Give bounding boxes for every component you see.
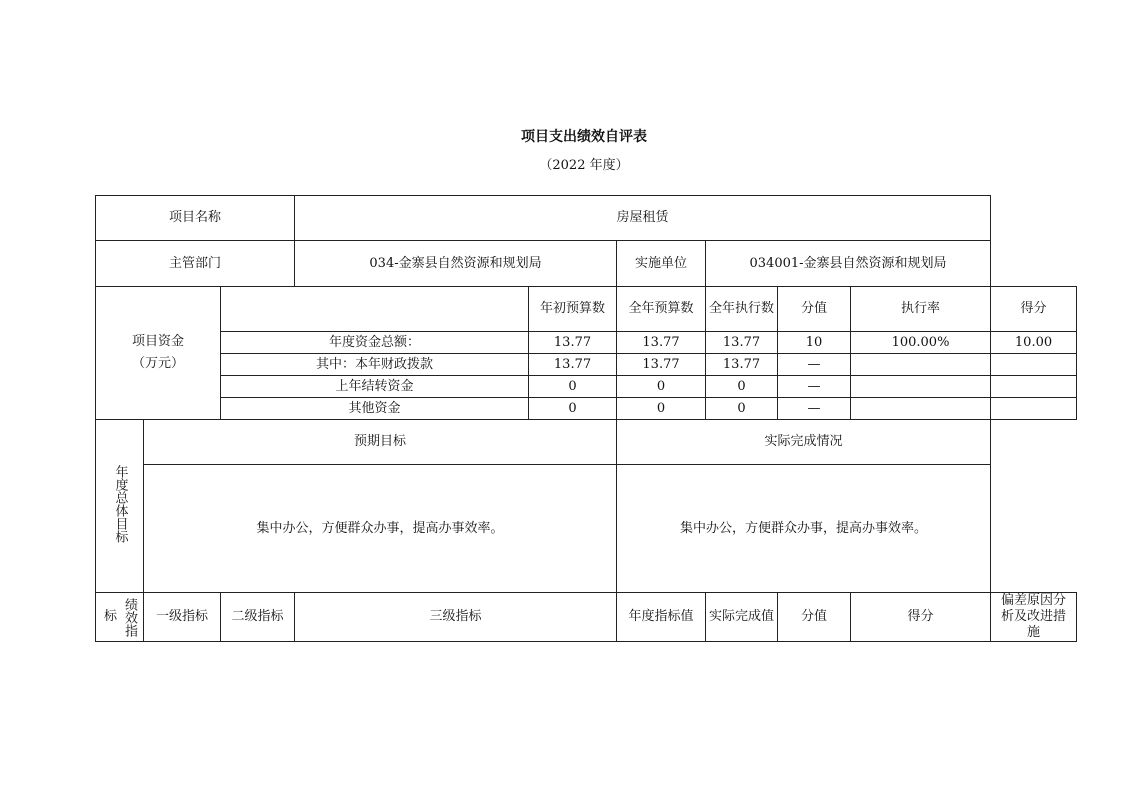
funds-label bbox=[96, 287, 221, 420]
goals-content-row bbox=[96, 465, 1077, 593]
indicator-header-level3: 三级指标 bbox=[295, 593, 617, 642]
indicators-side-label-b: 绩效指 bbox=[122, 597, 137, 637]
indicator-header-level2: 二级指标 bbox=[221, 593, 295, 642]
actual-completion-header: 实际完成情况 bbox=[617, 420, 991, 465]
funds-cell: 13.77 bbox=[617, 354, 706, 376]
document-title: 项目支出绩效自评表 bbox=[521, 129, 647, 145]
department-value: 034-金寨县自然资源和规划局 bbox=[295, 241, 617, 287]
funds-header-row bbox=[96, 287, 1077, 332]
funds-cell: 13.77 bbox=[529, 354, 617, 376]
funds-cell: 13.77 bbox=[529, 332, 617, 354]
funds-cell bbox=[991, 398, 1077, 420]
funds-cell: 0 bbox=[529, 398, 617, 420]
funds-header-blank bbox=[221, 287, 529, 332]
funds-cell: 13.77 bbox=[617, 332, 706, 354]
indicators-header-row bbox=[96, 593, 1077, 642]
funds-cell: 0 bbox=[617, 398, 706, 420]
funds-cell bbox=[991, 354, 1077, 376]
funds-header-cell: 执行率 bbox=[851, 287, 991, 332]
funds-cell bbox=[991, 376, 1077, 398]
funds-header-cell: 全年执行数 bbox=[706, 287, 778, 332]
funds-cell: 0 bbox=[529, 376, 617, 398]
funds-cell: 0 bbox=[706, 376, 778, 398]
indicator-header-annual-value: 年度指标值 bbox=[617, 593, 706, 642]
funds-cell bbox=[851, 376, 991, 398]
funds-cell: 0 bbox=[706, 398, 778, 420]
funds-row bbox=[96, 354, 1077, 376]
goals-side-label bbox=[96, 420, 144, 593]
funds-cell: — bbox=[778, 354, 851, 376]
funds-cell: 13.77 bbox=[706, 332, 778, 354]
funds-header-cell: 分值 bbox=[778, 287, 851, 332]
indicator-header-score: 得分 bbox=[851, 593, 991, 642]
funds-row bbox=[96, 398, 1077, 420]
funds-header-cell: 全年预算数 bbox=[617, 287, 706, 332]
department-label: 主管部门 bbox=[96, 241, 295, 287]
funds-cell: 10 bbox=[778, 332, 851, 354]
implementing-unit-value: 034001-金寨县自然资源和规划局 bbox=[706, 241, 991, 287]
actual-completion-text: 集中办公，方便群众办事，提高办事效率。 bbox=[617, 465, 991, 593]
funds-label-line2: （万元） bbox=[131, 356, 184, 371]
funds-header-cell: 得分 bbox=[991, 287, 1077, 332]
funds-row-label: 年度资金总额： bbox=[221, 332, 529, 354]
funds-cell bbox=[851, 354, 991, 376]
funds-cell: 0 bbox=[617, 376, 706, 398]
funds-cell: — bbox=[778, 376, 851, 398]
document-subtitle: （2022 年度） bbox=[539, 158, 629, 173]
funds-row-label: 其他资金 bbox=[221, 398, 529, 420]
funds-row-label: 上年结转资金 bbox=[221, 376, 529, 398]
implementing-unit-label: 实施单位 bbox=[617, 241, 706, 287]
funds-cell: 10.00 bbox=[991, 332, 1077, 354]
department-row bbox=[96, 241, 1077, 287]
evaluation-table bbox=[95, 195, 1077, 642]
funds-header-cell: 年初预算数 bbox=[529, 287, 617, 332]
indicator-header-deviation: 偏差原因分析及改进措施 bbox=[991, 593, 1077, 642]
project-name-value: 房屋租赁 bbox=[295, 196, 991, 241]
funds-cell: 13.77 bbox=[706, 354, 778, 376]
goals-header-row bbox=[96, 420, 1077, 465]
funds-label-line1: 项目资金 bbox=[131, 334, 184, 349]
expected-goal-header: 预期目标 bbox=[144, 420, 617, 465]
indicators-side-label-a: 标 bbox=[103, 609, 117, 624]
indicators-side-label bbox=[96, 593, 144, 642]
funds-cell: — bbox=[778, 398, 851, 420]
funds-row bbox=[96, 332, 1077, 354]
project-name-label: 项目名称 bbox=[96, 196, 295, 241]
funds-row bbox=[96, 376, 1077, 398]
goals-side-label-text: 年度总体目标 bbox=[112, 464, 128, 543]
funds-row-label: 其中：本年财政拨款 bbox=[221, 354, 529, 376]
project-name-row bbox=[96, 196, 1077, 241]
indicator-header-score-value: 分值 bbox=[778, 593, 851, 642]
expected-goal-text: 集中办公，方便群众办事，提高办事效率。 bbox=[144, 465, 617, 593]
funds-cell bbox=[851, 398, 991, 420]
indicator-header-actual-value: 实际完成值 bbox=[706, 593, 778, 642]
funds-cell: 100.00% bbox=[851, 332, 991, 354]
indicator-header-level1: 一级指标 bbox=[144, 593, 221, 642]
